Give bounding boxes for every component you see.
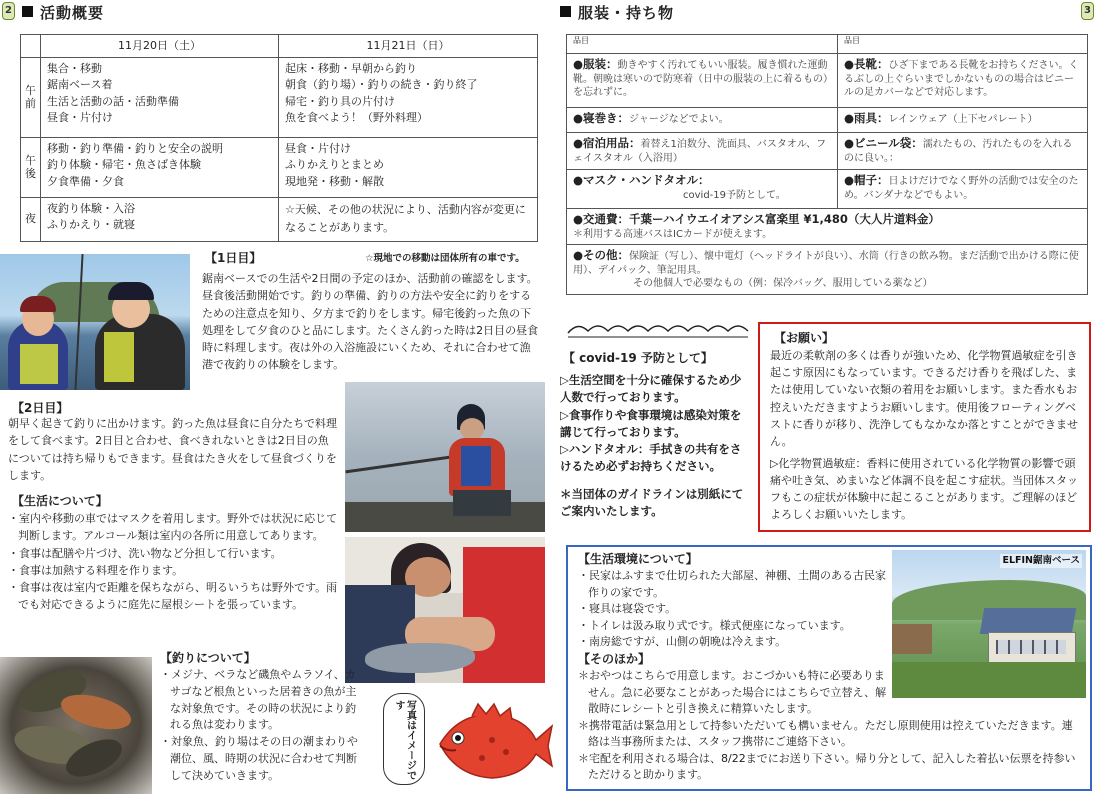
item-boots: ●長靴：ひざ下まである長靴をお持ちください。くるぶしの上ぐらいまでしかないものの場合はビニールの足カバーなどで対応します。: [838, 54, 1088, 108]
fishing-item: ・対象魚、釣り場はその日の潮まわりや潮位、風、時期の状況に合わせて判断して決めていきます。: [160, 735, 358, 782]
item-mask-towel: ●マスク・ハンドタオル： covid-19予防として。: [567, 170, 838, 209]
am-day1-cell: [41, 57, 279, 137]
schedule-table: [20, 34, 538, 242]
item-rainwear: ●雨具：レインウェア（上下セパレート）: [838, 108, 1088, 133]
schedule-line: 帰宅・釣り具の片付け: [285, 94, 395, 108]
day2-heading: 【2日目】: [12, 401, 69, 415]
request-note: ▷化学物質過敏症：香料に使用されている化学物質の影響で頭痛や吐き気、めまいなど体調不良を起こす症状。当団体スタッフもこの症状が体験中に起こることがあります。ご理解のほどよろしくお願いいたします。: [770, 456, 1078, 521]
image-note-bubble: 写真はイメージです: [383, 693, 425, 785]
activity-section-title: 活動概要: [22, 3, 104, 25]
covid-item: ▷生活空間を十分に確保するため少人数で行っております。: [560, 373, 742, 405]
covid-guideline: ＊当団体のガイドラインは別紙にてご案内いたします。: [560, 486, 744, 518]
others-heading: 【そのほか】: [578, 651, 651, 666]
item-pajamas: ●寝巻き：ジャージなどでよい。: [567, 108, 838, 133]
request-box: [758, 322, 1091, 532]
day1-heading: 【1日目】: [205, 251, 262, 265]
env-list: [578, 568, 888, 651]
fishing-item: ・メジナ、ベラなど磯魚やムラソイ、カサゴなど根魚といった居着きの魚が主な対象魚です。その時の状況により釣れる魚は変わります。: [160, 668, 357, 732]
schedule-line: ふりかえり・就寝: [47, 218, 135, 232]
schedule-line: 昼食・片付け: [285, 141, 351, 155]
env-item: ・寝具は寝袋です。: [578, 602, 677, 616]
item-transport: ●交通費：千葉ーハイウエイオアシス富楽里 ¥1,480（大人片道料金） ＊利用する高速バスはICカードが使えます。: [567, 209, 1088, 245]
env-item: ・トイレは汲み取り式です。様式便座になっています。: [578, 618, 851, 632]
wave-decoration: [566, 317, 750, 341]
life-item: ・食事は加熱する料理を作ります。: [8, 563, 184, 577]
schedule-line: 集合・移動: [47, 61, 102, 75]
square-bullet-icon: [22, 6, 33, 17]
schedule-line: 生活と活動の話・活動準備: [47, 94, 179, 108]
night-label: 夜: [21, 197, 41, 241]
pm-label: 午後: [21, 137, 41, 197]
env-heading: 【生活環境について】: [578, 552, 698, 566]
schedule-day2-header: 11月21日（日）: [279, 35, 538, 58]
photo-caught-fish: [0, 657, 152, 794]
covid-list: [560, 372, 748, 520]
schedule-line: 鋸南ベース着: [47, 78, 113, 92]
schedule-corner: [21, 35, 41, 58]
schedule-line: 移動・釣り準備・釣りと安全の説明: [47, 141, 223, 155]
photo-elfin-base-house: [892, 550, 1086, 698]
items-table: [566, 34, 1088, 295]
red-fish-illustration: [432, 700, 554, 786]
schedule-line: 昼食・片付け: [47, 111, 113, 125]
day1-body: 鋸南ベースでの生活や2日間の予定のほか、活動前の確認をします。昼食後活動開始です。釣りの準備、釣りの方法や安全に釣りをするための注意点を知り、夕方まで釣りをします。帰宅後釣った魚の下処理をして夕食のひと品にします。たくさん釣った時は2日目の昼食時に料理します。夜は外の入浴施設にいくため、それに合わせて漁港で夜釣りの体験をします。: [202, 272, 539, 372]
item-clothes: ●服装：動きやすく汚れてもいい服装。履き慣れた運動靴。朝晩は寒いので防寒着（日中の服装の上に着るもの）を忘れずに。: [567, 54, 838, 108]
schedule-line: 夜釣り体験・入浴: [47, 201, 135, 215]
am-label: 午前: [21, 57, 41, 137]
items-col-head-left: 品目: [567, 35, 838, 54]
items-section-title: 服装・持ち物: [560, 3, 674, 25]
photo-boy-with-rod: [345, 382, 545, 532]
other-item: ＊おやつはこちらで用意します。おこづかいも特に必要ありません。急に必要なことがあった場合にはこちらで立替え、解散時にレシートと引き換えに精算いたします。: [578, 669, 887, 716]
item-lodging: ●宿泊用品：着替え1泊数分、洗面具、バスタオル、フェイスタオル（入浴用）: [567, 133, 838, 170]
photo-label: ELFIN鋸南ベース: [1002, 555, 1080, 566]
schedule-line: 釣り体験・帰宅・魚さばき体験: [47, 158, 201, 172]
day1-transport-note: ☆現地での移動は団体所有の車です。: [365, 253, 525, 264]
page-number-right: 3: [1081, 2, 1094, 20]
day2-body: 朝早く起きて釣りに出かけます。釣った魚は昼食に自分たちで料理をして食べます。2日目と合わせ、食べきれないときは2日目の魚については持ち帰りもできます。昼食はたき火をして昼食づくりをします。: [8, 417, 338, 482]
am-day2-cell: [279, 57, 538, 137]
covid-item: ▷ハンドタオル：手拭きの共有をさけるため必ずお持ちください。: [560, 442, 742, 474]
life-item: ・食事は夜は室内で距離を保ちながら、明るいうちは野外です。雨でも対応できるように庭先に屋根シートを張っています。: [8, 581, 338, 612]
night-day1-cell: [41, 197, 279, 241]
fishing-heading: 【釣りについて】: [160, 651, 256, 665]
life-item: ・食事は配膳や片づけ、洗い物など分担して行います。: [8, 546, 282, 560]
pm-day1-cell: [41, 137, 279, 197]
page-number-left: 2: [2, 2, 15, 20]
covid-heading: 【 covid-19 予防として】: [563, 351, 713, 365]
night-day2-note: ☆天候、その他の状況により、活動内容が変更になることがあります。: [279, 197, 538, 241]
items-col-head-right: 品目: [838, 35, 1088, 54]
schedule-day1-header: 11月20日（土）: [41, 35, 279, 58]
env-item: ・南房総ですが、山側の朝晩は冷えます。: [578, 635, 787, 649]
life-item: ・室内や移動の車ではマスクを着用します。野外では状況に応じて判断します。アルコール類は室内の各所に用意してあります。: [8, 512, 338, 543]
schedule-line: ふりかえりとまとめ: [285, 158, 384, 172]
env-item: ・民家はふすまで仕切られた大部屋、神棚、土間のある古民家作りの家です。: [578, 569, 886, 599]
pm-day2-cell: [279, 137, 538, 197]
request-heading: 【お願い】: [774, 331, 835, 345]
other-item: ＊宅配を利用される場合は、8/22までにお送り下さい。帰り分として、記入した着払い伝票を持参いただけると助かります。: [578, 751, 1076, 782]
schedule-line: 起床・移動・早朝から釣り: [285, 61, 417, 75]
other-item: ＊携帯電話は緊急用として持参いただいても構いません。ただし原則使用は控えていただきます。連絡は当事務所または、スタッフ携帯にご連絡下さい。: [578, 718, 1073, 749]
photo-fish-preparation: [345, 537, 545, 683]
square-bullet-icon: [560, 6, 571, 17]
schedule-line: 朝食（釣り場）・釣りの続き・釣り終了: [285, 78, 478, 92]
request-body: 最近の柔軟剤の多くは香りが強いため、化学物質過敏症を引き起こす原因にもなっています。できるだけ香りを飛ばした、または使用していない衣類の着用をお願いします。また香水もお控えいただきますようお願いします。使用後フローティングベストに香りが移り、洗浄してもなかなか落とすことができません。: [770, 349, 1078, 448]
covid-item: ▷食事作りや食事環境は感染対策を講じて行っております。: [560, 407, 742, 439]
schedule-line: 夕食準備・夕食: [47, 174, 124, 188]
life-list: [8, 510, 338, 614]
life-heading: 【生活について】: [12, 494, 108, 508]
schedule-line: 現地発・移動・解散: [285, 174, 384, 188]
item-hat: ●帽子：日よけだけでなく野外の活動では安全のため。バンダナなどでもよい。: [838, 170, 1088, 209]
item-plastic-bags: ●ビニール袋：濡れたもの、汚れたものを入れるのに良い。：: [838, 133, 1088, 170]
fishing-list: [160, 667, 365, 785]
schedule-line: 魚を食べよう！（野外料理）: [285, 111, 428, 125]
item-other: ●その他：保険証（写し）、懐中電灯（ヘッドライトが良い）、水筒（行きの飲み物。まだ活動で出かける際に使用）、デイパック、筆記用具。 その他個人で必要なもの（例：保冷バッグ、服用している薬など）: [567, 245, 1088, 295]
photo-boys-fishing: [0, 254, 190, 390]
